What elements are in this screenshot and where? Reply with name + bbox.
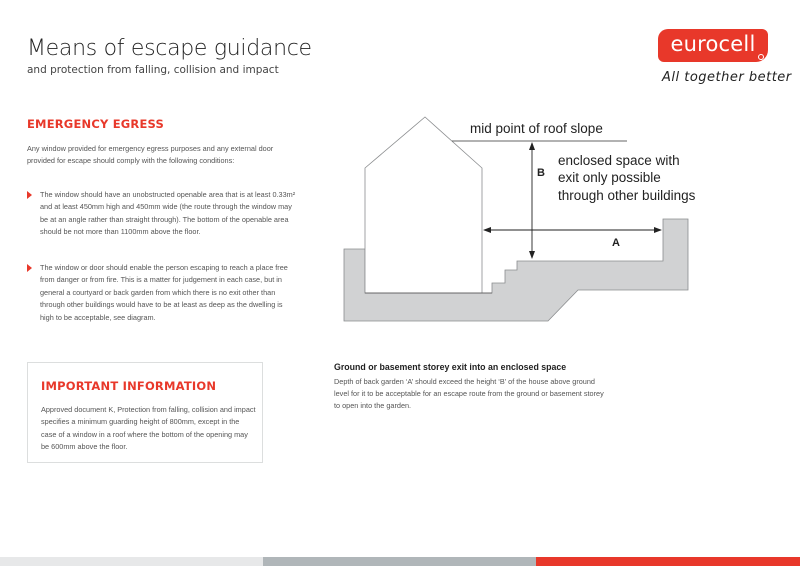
emergency-egress-heading: EMERGENCY EGRESS bbox=[27, 117, 164, 131]
label-b: B bbox=[537, 167, 545, 179]
logo-text: eurocell bbox=[670, 32, 756, 56]
enclosed-space-label-2: exit only possible bbox=[558, 170, 661, 185]
enclosed-space-label-3: through other buildings bbox=[558, 188, 696, 203]
diagram-caption-title: Ground or basement storey exit into an enclosed space bbox=[334, 362, 567, 372]
important-information-heading: IMPORTANT INFORMATION bbox=[41, 379, 217, 393]
footer-bar-red bbox=[536, 557, 800, 566]
emergency-egress-intro: Any window provided for emergency egress purposes and any external door provided for escape should comply with the following conditions: bbox=[27, 144, 274, 166]
bullet-text: The window or door should enable the person escaping to reach a place free from danger or from fire. This is a matter for judgement in each case, but in general a courtyard or back garden from which there is no exit other than through other buildings would have to be at least as deep as the dwelling is high to be acceptable, see diagram. bbox=[40, 263, 288, 322]
important-information-text: Approved document K, Protection from falling, collision and impact specifies a minimum guarding height of 800mm, except in the case of a window in a roof where the bottom of the opening may be 600mm above the floor. bbox=[41, 405, 256, 452]
footer-bar-light bbox=[0, 557, 263, 566]
page-title: Means of escape guidance bbox=[27, 36, 312, 61]
enclosed-space-label-1: enclosed space with bbox=[558, 153, 680, 168]
mid-point-label: mid point of roof slope bbox=[470, 121, 603, 136]
label-a: A bbox=[612, 237, 620, 249]
footer-bar-grey bbox=[263, 557, 536, 566]
page-subtitle: and protection from falling, collision and impact bbox=[27, 64, 279, 76]
house-outline bbox=[365, 117, 482, 293]
brand-tagline: All together better bbox=[662, 70, 792, 85]
diagram-caption-text: Depth of back garden ‘A’ should exceed the height ‘B’ of the house above ground level for it to be acceptable for an escape route from the ground or basement storey to open into the garden. bbox=[334, 377, 604, 411]
bullet-text: The window should have an unobstructed openable area that is at least 0.33m² and at least 450mm high and 450mm wide (the route through the window may be at an angle rather than straight through). The bottom of the openable area should be not more than 1100mm above the floor. bbox=[40, 190, 296, 237]
